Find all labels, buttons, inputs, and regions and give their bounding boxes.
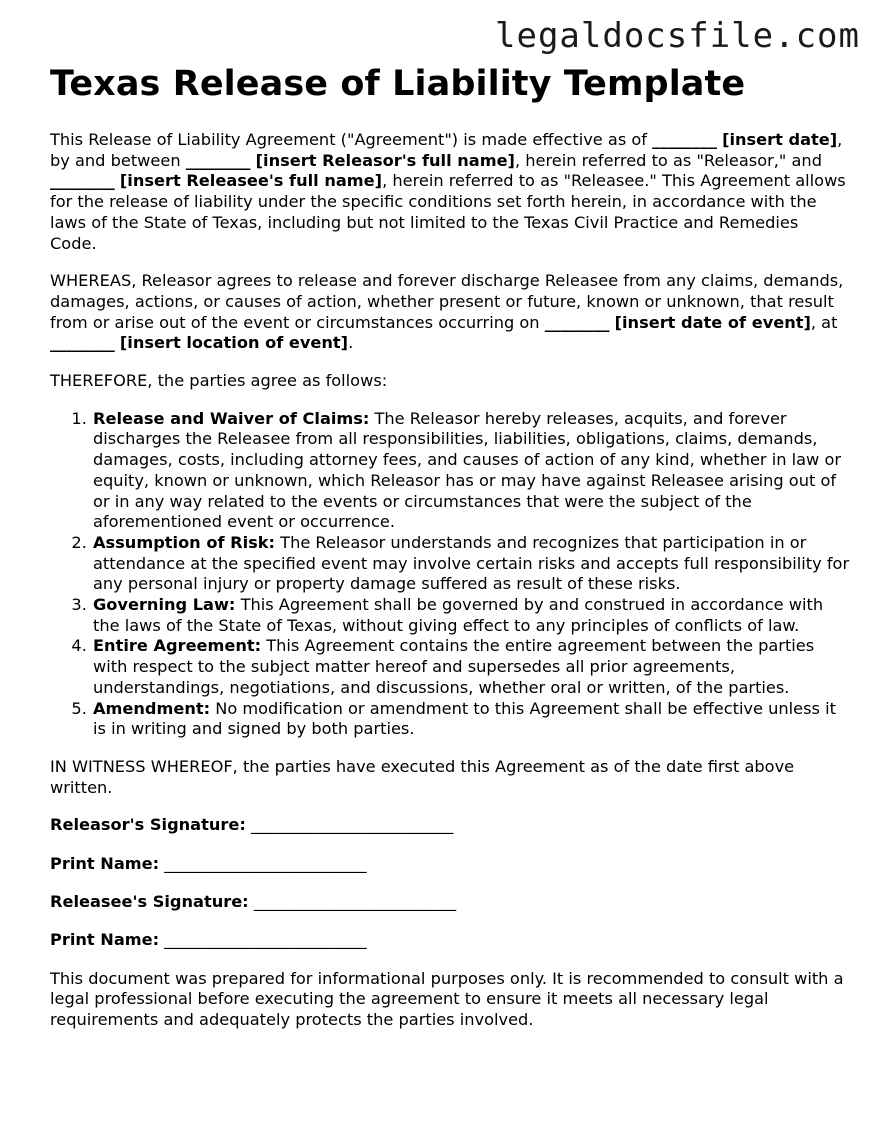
- clause-title: Amendment:: [93, 698, 211, 718]
- clause-title: Governing Law:: [93, 595, 236, 615]
- clause-title: Release and Waiver of Claims:: [93, 408, 370, 428]
- placeholder-releasor-name: [insert Releasor's full name]: [255, 150, 515, 170]
- print-name-label: Print Name:: [50, 853, 160, 873]
- blank-line[interactable]: ________: [50, 333, 115, 353]
- blank-line[interactable]: ________: [544, 312, 610, 332]
- witness-paragraph: IN WITNESS WHEREOF, the parties have executed this Agreement as of the date first above written.: [50, 756, 795, 797]
- intro-text: , herein referred to as "Releasee." This Agreement allows for the release of liability under the specific conditions set forth herein, in accordance with the laws of the State of Texas, including but not limited to the Texas Civil Practice and Remedies Code.: [50, 171, 846, 253]
- clause-text: The Releasor understands and recognizes that participation in or attendance at the specified event may involve certain risks and accepts full responsibility for any personal injury or property damage suffered as result of these risks.: [93, 532, 850, 594]
- clause-text: This Agreement contains the entire agreement between the parties with respect to the subject matter hereof and supersedes all prior agreements, understandings, negotiations, and discussions, whether oral or written, of the parties.: [93, 636, 815, 697]
- intro-text: , by and between: [50, 130, 843, 170]
- site-watermark: legaldocsfile.com: [495, 16, 860, 56]
- list-item: [92, 595, 850, 636]
- clause-text: This Agreement shall be governed by and construed in accordance with the laws of the State of Texas, without giving effect to any principles of conflicts of law.: [93, 595, 824, 635]
- signature-label: Releasor's Signature:: [50, 815, 246, 835]
- releasee-signature-field[interactable]: [50, 892, 850, 913]
- list-item: [92, 409, 850, 533]
- blank-line[interactable]: ________: [50, 171, 115, 191]
- list-item: [92, 699, 850, 740]
- disclaimer-paragraph: This document was prepared for informational purposes only. It is recommended to consult with a legal professional before executing the agreement to ensure it meets all necessary legal requirements and adequately protects the parties involved.: [50, 968, 844, 1029]
- print-name-line[interactable]: _________________________: [159, 930, 367, 950]
- placeholder-event-location: [insert location of event]: [119, 333, 349, 353]
- placeholder-releasee-name: [insert Releasee's full name]: [119, 171, 383, 191]
- placeholder-event-date: [insert date of event]: [614, 312, 811, 332]
- page-title: Texas Release of Liability Template: [50, 64, 746, 104]
- document: [50, 62, 850, 1048]
- signature-line[interactable]: _________________________: [245, 815, 454, 835]
- releasor-print-name-field[interactable]: [50, 854, 850, 875]
- whereas-text: , at: [810, 312, 838, 332]
- whereas-text: WHEREAS, Releasor agrees to release and forever discharge Releasee from any claims, demands, damages, actions, or causes of action, whether present or future, known or unknown, that result from or arise out of the event or circumstances occurring on: [50, 271, 844, 332]
- print-name-line[interactable]: _________________________: [159, 853, 367, 873]
- clause-text: The Releasor hereby releases, acquits, and forever discharges the Releasee from all responsibilities, liabilities, obligations, claims, demands, damages, costs, including attorney fees, and causes of action of any kind, whether in law or equity, known or unknown, which Releasor has or may have against Releasee arising out of or in any way related to the events or circumstances that were the subject of the aforementioned event or occurrence.: [93, 408, 841, 532]
- signature-label: Releasee's Signature:: [50, 891, 249, 911]
- intro-text: , herein referred to as "Releasor," and: [514, 150, 822, 170]
- releasor-signature-field[interactable]: [50, 815, 850, 836]
- clause-title: Entire Agreement:: [93, 636, 262, 656]
- placeholder-date: [insert date]: [722, 130, 838, 149]
- list-item: [92, 533, 850, 595]
- whereas-text: .: [348, 333, 354, 353]
- clause-list: [50, 409, 850, 740]
- list-item: [92, 636, 850, 698]
- therefore-paragraph: THEREFORE, the parties agree as follows:: [50, 371, 388, 391]
- clause-title: Assumption of Risk:: [93, 532, 276, 552]
- print-name-label: Print Name:: [50, 930, 160, 950]
- clause-text: No modification or amendment to this Agreement shall be effective unless it is in writing and signed by both parties.: [93, 698, 836, 739]
- blank-line[interactable]: ________: [185, 150, 251, 170]
- signature-line[interactable]: _________________________: [248, 891, 457, 911]
- blank-line[interactable]: ________: [652, 130, 717, 149]
- intro-text: This Release of Liability Agreement ("Agreement") is made effective as of: [50, 130, 653, 149]
- releasee-print-name-field[interactable]: [50, 930, 850, 951]
- intro-paragraph: [50, 130, 850, 254]
- whereas-paragraph: [50, 271, 850, 354]
